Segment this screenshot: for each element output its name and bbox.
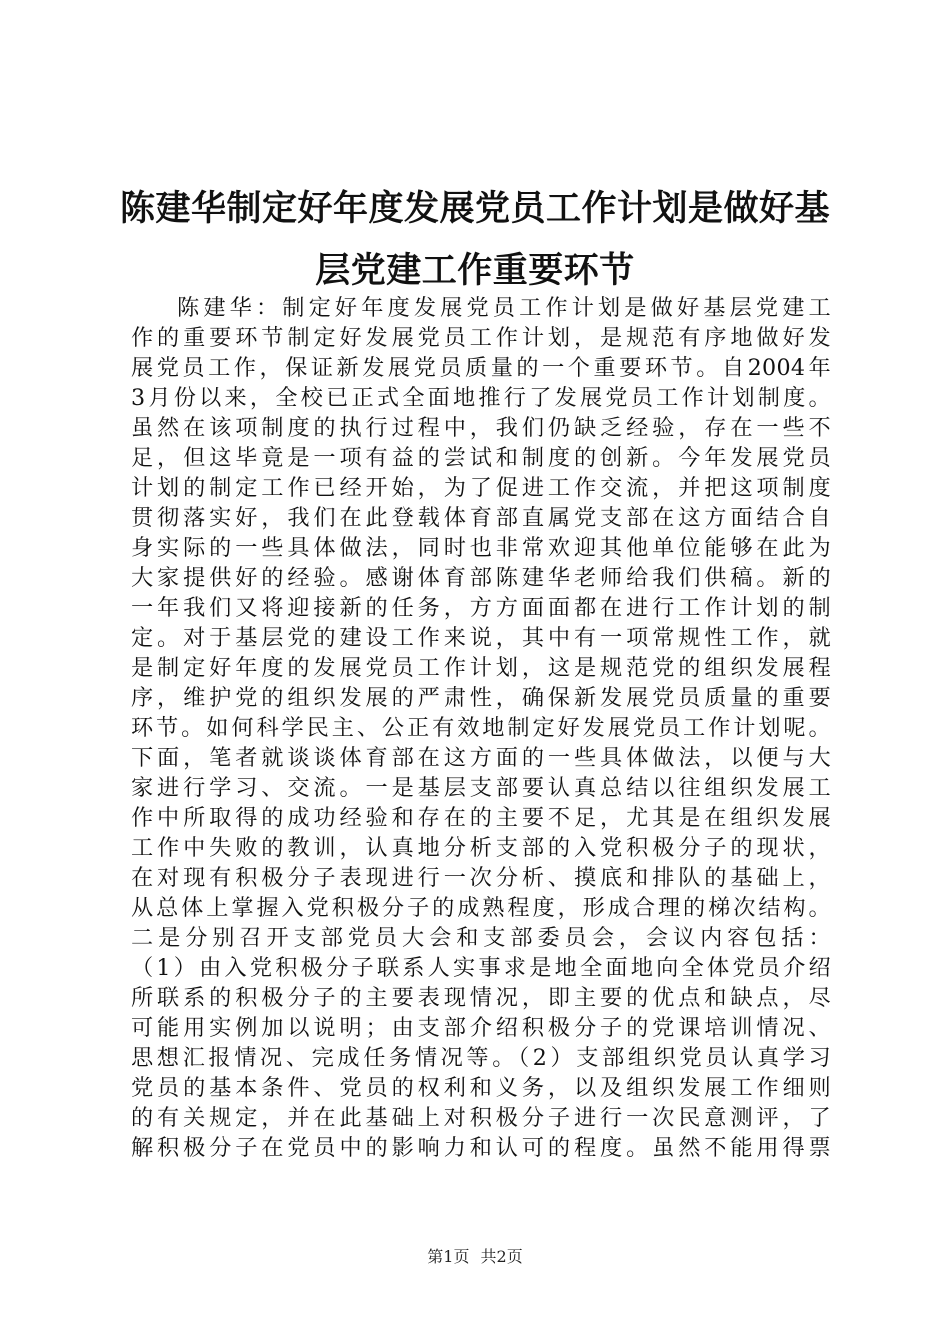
page-number: 第1页 — [427, 1247, 470, 1266]
body-line: 二是分别召开支部党员大会和支部委员会，会议内容包括： — [131, 925, 831, 951]
body-line: 从总体上掌握入党积极分子的成熟程度，形成合理的梯次结构。 — [131, 895, 831, 921]
title-line: 陈建华制定好年度发展党员工作计划是做好基 — [119, 189, 830, 229]
body-line: 一年我们又将迎接新的任务，方方面面都在进行工作计划的制 — [131, 595, 831, 621]
body-line: 所联系的积极分子的主要表现情况，即主要的优点和缺点，尽 — [131, 985, 831, 1011]
body-line: 在对现有积极分子表现进行一次分析、摸底和排队的基础上， — [131, 865, 831, 891]
body-line: 下面，笔者就谈谈体育部在这方面的一些具体做法，以便与大 — [131, 745, 831, 771]
body-line: 家进行学习、交流。一是基层支部要认真总结以往组织发展工 — [131, 775, 831, 801]
body-line: 计划的制定工作已经开始，为了促进工作交流，并把这项制度 — [131, 475, 831, 501]
body-line: 作中所取得的成功经验和存在的主要不足，尤其是在组织发展 — [131, 805, 831, 831]
document-body — [131, 293, 831, 1163]
page-total: 共2页 — [480, 1247, 523, 1266]
body-line: 足，但这毕竟是一项有益的尝试和制度的创新。今年发展党员 — [131, 445, 831, 471]
body-line: 展党员工作，保证新发展党员质量的一个重要环节。自2004年 — [131, 355, 831, 381]
body-line: 虽然在该项制度的执行过程中，我们仍缺乏经验，存在一些不 — [131, 415, 831, 441]
body-line: 的有关规定，并在此基础上对积极分子进行一次民意测评，了 — [131, 1105, 831, 1131]
body-line: 环节。如何科学民主、公正有效地制定好发展党员工作计划呢。 — [131, 715, 831, 741]
body-line: 作的重要环节制定好发展党员工作计划，是规范有序地做好发 — [131, 325, 831, 351]
body-line: 大家提供好的经验。感谢体育部陈建华老师给我们供稿。新的 — [131, 565, 831, 591]
body-line: 思想汇报情况、完成任务情况等。（2）支部组织党员认真学习 — [131, 1045, 831, 1071]
body-line: 贯彻落实好，我们在此登载体育部直属党支部在这方面结合自 — [131, 505, 831, 531]
body-line: 党员的基本条件、党员的权利和义务，以及组织发展工作细则 — [131, 1075, 831, 1101]
page-footer — [0, 1247, 950, 1267]
document-title — [110, 178, 840, 302]
body-line: 解积极分子在党员中的影响力和认可的程度。虽然不能用得票 — [131, 1135, 831, 1161]
title-line: 层党建工作重要环节 — [315, 251, 635, 291]
body-line: 陈建华：制定好年度发展党员工作计划是做好基层党建工 — [177, 295, 831, 321]
body-line: 序，维护党的组织发展的严肃性，确保新发展党员质量的重要 — [131, 685, 831, 711]
body-line: 是制定好年度的发展党员工作计划，这是规范党的组织发展程 — [131, 655, 831, 681]
body-line: 身实际的一些具体做法，同时也非常欢迎其他单位能够在此为 — [131, 535, 831, 561]
body-line: 工作中失败的教训，认真地分析支部的入党积极分子的现状， — [131, 835, 831, 861]
body-line: 可能用实例加以说明；由支部介绍积极分子的党课培训情况、 — [131, 1015, 831, 1041]
body-line: （1）由入党积极分子联系人实事求是地全面地向全体党员介绍 — [131, 955, 831, 981]
body-line: 定。对于基层党的建设工作来说，其中有一项常规性工作，就 — [131, 625, 831, 651]
body-line: 3月份以来，全校已正式全面地推行了发展党员工作计划制度。 — [131, 385, 831, 411]
